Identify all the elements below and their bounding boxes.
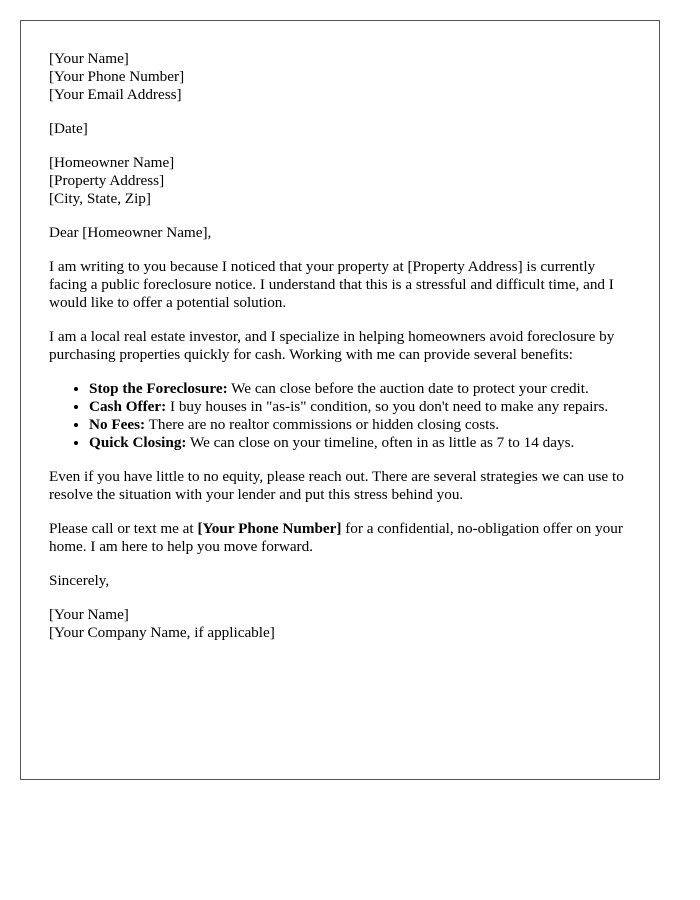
recipient-name: [Homeowner Name] [49, 154, 175, 171]
signature-name: [Your Name] [49, 606, 129, 623]
recipient-block [49, 154, 631, 208]
sender-block [49, 50, 631, 104]
list-item [89, 416, 631, 434]
letter-page [20, 20, 660, 780]
cta-phone: [Your Phone Number] [197, 520, 342, 537]
benefit-text: We can close before the auction date to protect your credit. [227, 380, 589, 397]
list-item [89, 398, 631, 416]
benefit-title: Quick Closing: [89, 434, 187, 451]
benefit-title: No Fees: [89, 416, 146, 433]
recipient-address: [Property Address] [49, 172, 165, 189]
call-to-action-paragraph [49, 520, 631, 556]
list-item [89, 380, 631, 398]
benefit-title: Cash Offer: [89, 398, 167, 415]
date-block [49, 120, 631, 138]
equity-paragraph: Even if you have little to no equity, please reach out. There are several strategies we can use to resolve the situation with your lender and put this stress behind you. [49, 468, 624, 503]
recipient-city-state-zip: [City, State, Zip] [49, 190, 151, 207]
cta-text-after: for a confidential, no-obligation offer on your home. I am here to help you move forward. [49, 520, 623, 555]
benefits-list [49, 380, 631, 452]
benefit-text: I buy houses in "as-is" condition, so you don't need to make any repairs. [166, 398, 609, 415]
sender-phone: [Your Phone Number] [49, 68, 185, 85]
sender-email: [Your Email Address] [49, 86, 182, 103]
letter-date: [Date] [49, 120, 88, 137]
list-item [89, 434, 631, 452]
closing: Sincerely, [49, 572, 110, 589]
sender-name: [Your Name] [49, 50, 129, 67]
signature-company: [Your Company Name, if applicable] [49, 624, 275, 641]
signature-block [49, 606, 631, 642]
benefit-text: We can close on your timeline, often in as little as 7 to 14 days. [186, 434, 575, 451]
about-paragraph: I am a local real estate investor, and I specialize in helping homeowners avoid foreclosure by purchasing properties quickly for cash. Working with me can provide several benefits: [49, 328, 615, 363]
intro-paragraph: I am writing to you because I noticed that your property at [Property Address] is currently facing a public foreclosure notice. I understand that this is a stressful and difficult time, and I would like to offer a potential solution. [49, 258, 614, 311]
benefit-title: Stop the Foreclosure: [89, 380, 228, 397]
salutation: Dear [Homeowner Name], [49, 224, 212, 241]
cta-text-before: Please call or text me at [49, 520, 198, 537]
benefit-text: There are no realtor commissions or hidden closing costs. [145, 416, 500, 433]
